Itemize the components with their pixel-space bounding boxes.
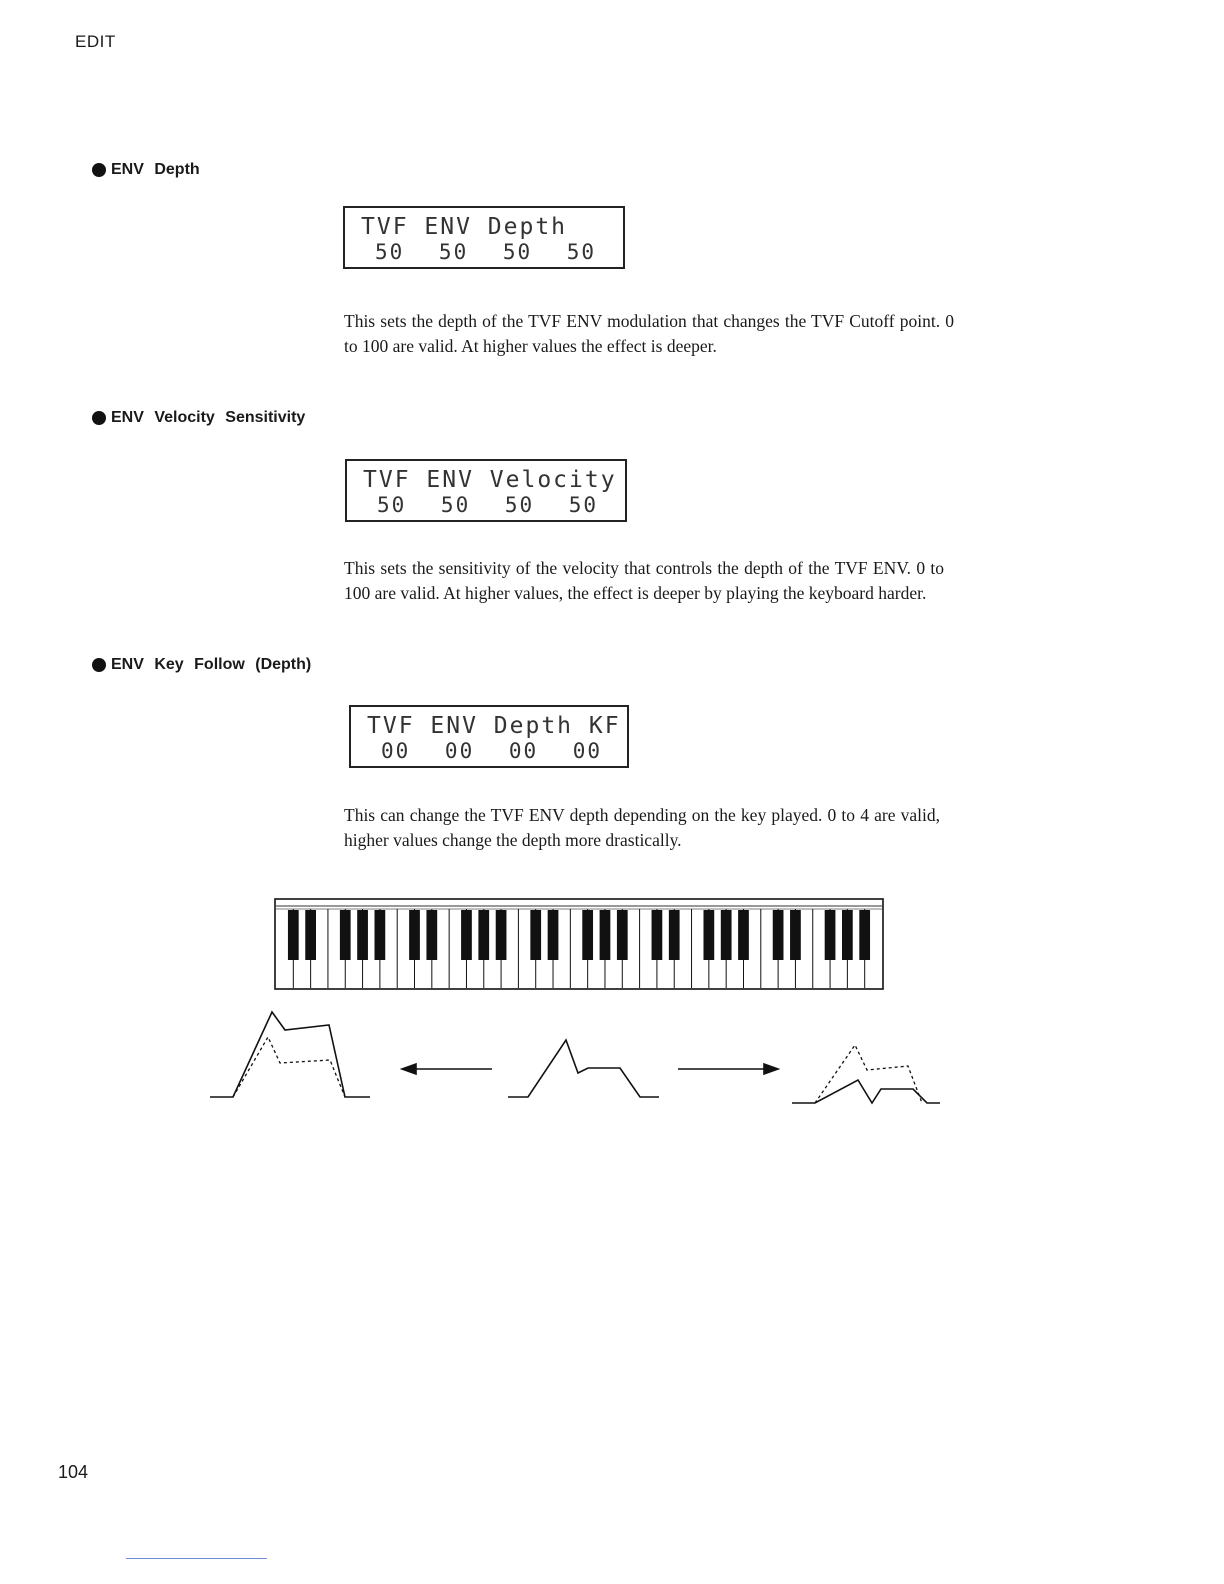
black-key [600,910,611,960]
arrow-left-icon [402,1064,492,1074]
envelope-low-keys-icon [210,1012,370,1097]
description-env-key-follow: This can change the TVF ENV depth depending on the key played. 0 to 4 are valid, higher values change the depth more drastically. [344,805,940,850]
keyboard-illustration [275,899,883,989]
envelope-reference-icon [508,1040,659,1097]
black-key [340,910,351,960]
heading-text: ENV Velocity Sensitivity [111,409,306,426]
lcd-line-2: 00 00 00 00 [381,739,603,763]
black-key [496,910,507,960]
heading-text: ENV Key Follow (Depth) [111,656,312,673]
black-key [478,910,489,960]
black-key [461,910,472,960]
lcd-line-1: TVF ENV Depth [361,214,568,240]
black-key [357,910,368,960]
black-key [409,910,420,960]
black-key [669,910,680,960]
section-header: EDIT [75,32,116,51]
envelope-high-keys-icon [792,1045,940,1103]
black-key [790,910,801,960]
lcd-line-1: TVF ENV Depth KF [367,713,621,739]
black-key [375,910,386,960]
black-key [548,910,559,960]
black-key [617,910,628,960]
lcd-line-2: 50 50 50 50 [375,240,597,264]
black-key [773,910,784,960]
black-key [582,910,593,960]
black-key [842,910,853,960]
black-key [305,910,316,960]
black-key [703,910,714,960]
description-env-velocity: This sets the sensitivity of the velocity that controls the depth of the TVF ENV. 0 to 100 are valid. At higher values, the effect is deeper by playing the keyboard harder. [344,558,944,603]
page-number: 104 [58,1462,89,1482]
footer-rule [126,1558,267,1559]
black-key [288,910,299,960]
black-key [426,910,437,960]
heading-text: ENV Depth [111,161,200,178]
black-key [530,910,541,960]
lcd-line-1: TVF ENV Velocity [363,467,617,493]
description-env-depth: This sets the depth of the TVF ENV modulation that changes the TVF Cutoff point. 0 to 100 are valid. At higher values the effect is deeper. [344,311,954,356]
black-key [652,910,663,960]
black-key [721,910,732,960]
lcd-line-2: 50 50 50 50 [377,493,599,517]
black-key [859,910,870,960]
black-key [825,910,836,960]
arrow-right-icon [678,1064,778,1074]
black-key [738,910,749,960]
